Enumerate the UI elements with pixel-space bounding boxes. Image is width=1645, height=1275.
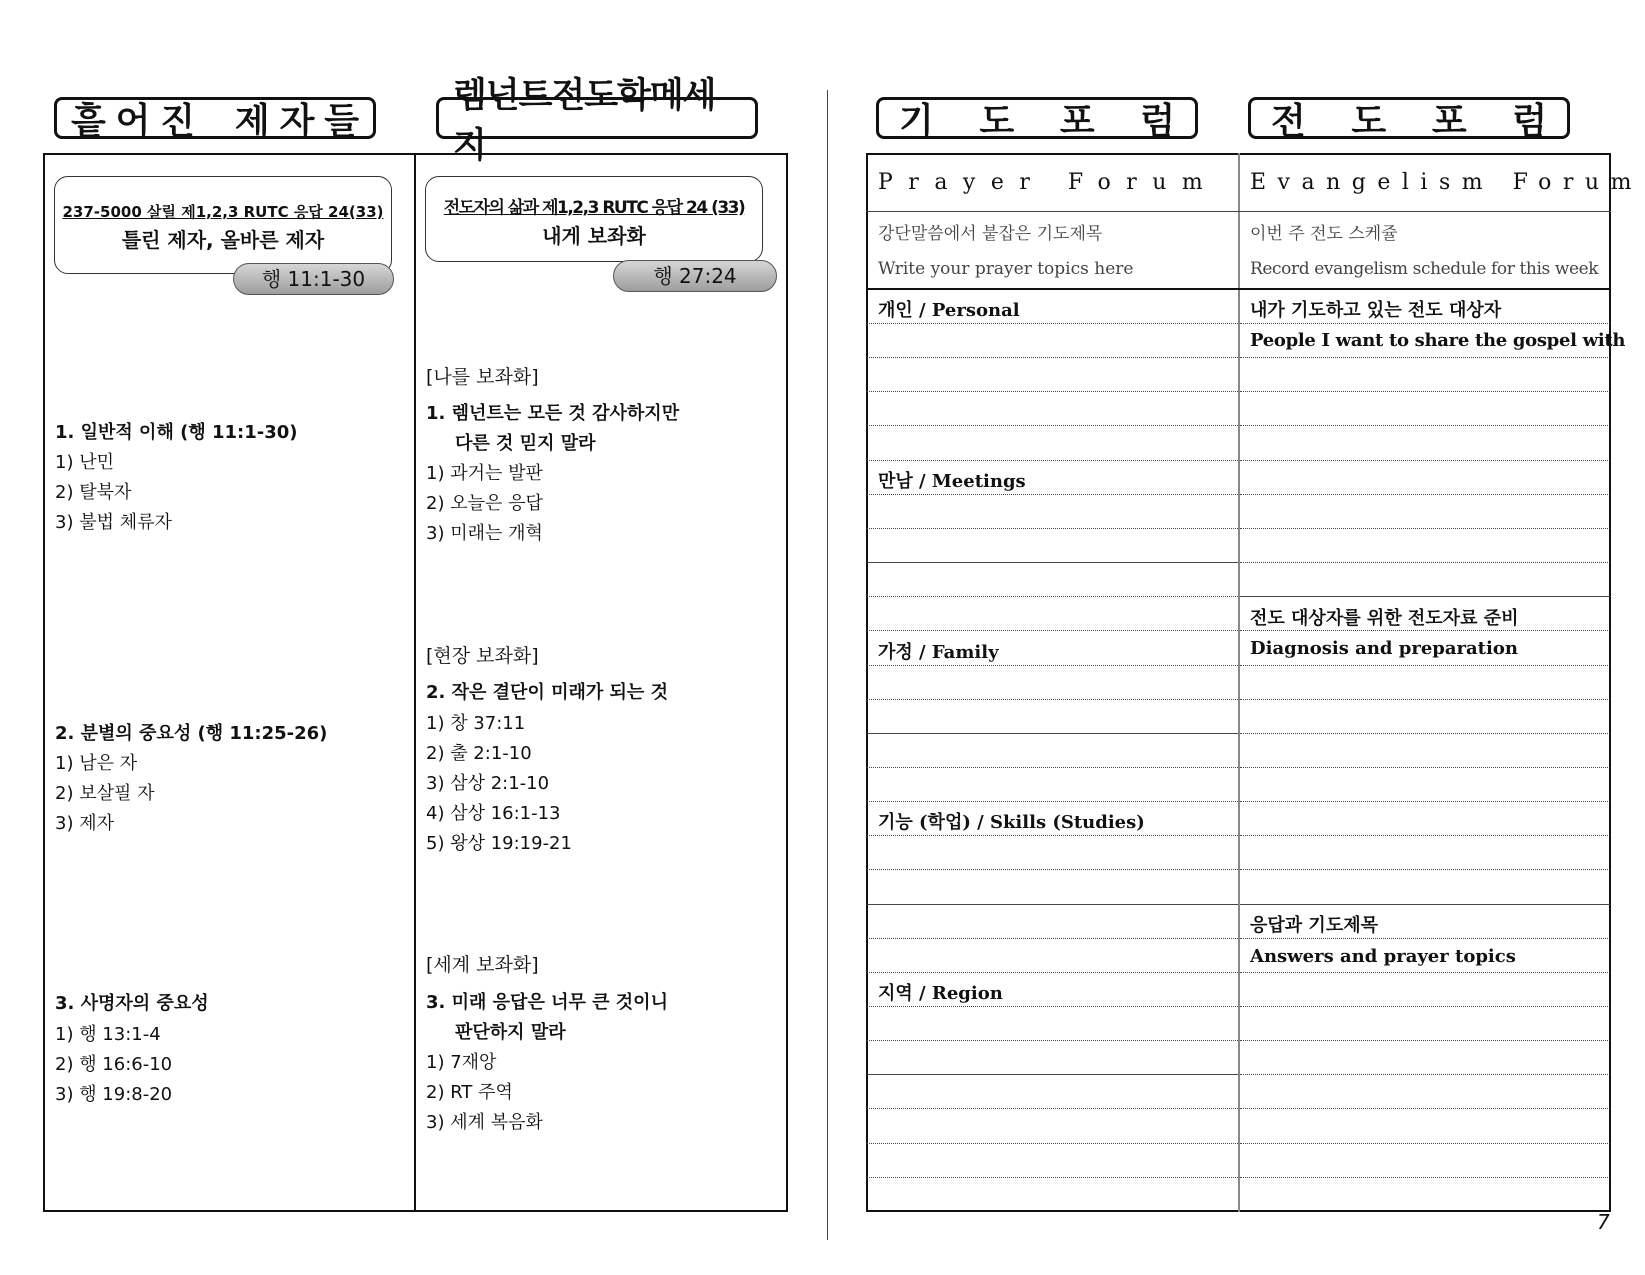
evangelism-writing-line [1240,1108,1610,1109]
prayer-writing-line [867,972,1238,973]
prayer-category-family: 가정 / Family [878,642,999,663]
col1-section3-item: 1) 행 13:1-4 [55,1024,161,1045]
prayer-writing-line [867,460,1238,461]
forum-table-divider [1238,153,1240,1212]
col1-header-char: 흩 [71,100,106,142]
evangelism-writing-line [1240,528,1610,529]
col1-section1-item: 2) 탈북자 [55,482,132,503]
col2-section1-item: 3) 미래는 개혁 [426,523,543,544]
evangelism-writing-line [1240,904,1610,905]
evangelism-section1-ko: 내가 기도하고 있는 전도 대상자 [1250,300,1502,321]
evangelism-writing-line [1240,460,1610,461]
evangelism-section2-en: Diagnosis and preparation [1250,638,1518,659]
prayer-writing-line [867,494,1238,495]
col1-title-line1: 237-5000 살릴 제1,2,3 RUTC 응답 24(33) [62,203,384,221]
evangelism-writing-line [1240,801,1610,802]
col2-section1-item: 2) 오늘은 응답 [426,493,543,514]
evangelism-writing-line [1240,630,1610,631]
left-panel-divider [414,153,416,1212]
prayer-writing-line [867,1108,1238,1109]
prayer-writing-line [867,938,1238,939]
evangelism-writing-line [1240,1177,1610,1178]
evangelism-writing-line [1240,767,1610,768]
prayer-forum-title: Prayer Forum [878,170,1219,195]
col2-title-line2: 내게 보좌화 [542,224,646,248]
evangelism-writing-line [1240,733,1610,734]
col1-section2-item: 3) 제자 [55,813,114,834]
prayer-writing-line [867,699,1238,700]
prayer-writing-line [867,323,1238,324]
col2-section3-heading-cont: 판단하지 말라 [455,1022,566,1043]
evangelism-writing-line [1240,699,1610,700]
col1-header [54,97,376,142]
col2-section3-heading: 3. 미래 응답은 너무 큰 것이니 [426,992,668,1013]
evangelism-writing-line [1240,357,1610,358]
prayer-writing-line [867,596,1238,597]
prayer-writing-line [867,835,1238,836]
prayer-subtitle-en: Write your prayer topics here [878,259,1134,279]
col2-section1-heading: 1. 렘넌트는 모든 것 감사하지만 [426,403,680,424]
col1-title-box [54,176,392,274]
col2-header [436,76,758,166]
col2-header-text: 렘넌트전도학메세지 [453,76,716,166]
col2-title-line1: 전도자의 삶과 제1,2,3 RUTC 응답 24 (33) [443,198,745,218]
col1-section3-heading: 3. 사명자의 중요성 [55,993,209,1014]
page-number: 7 [1597,1210,1610,1234]
col1-section2-heading: 2. 분별의 중요성 (행 11:25-26) [55,723,328,744]
evangelism-writing-line [1240,1074,1610,1075]
prayer-header-char: 럼 [1140,100,1175,142]
table-header-rule [866,211,1611,212]
evangelism-header-char: 전 [1271,100,1306,142]
prayer-writing-line [867,801,1238,802]
evangelism-writing-line [1240,596,1610,597]
col1-ref-pill: 행 11:1-30 [233,263,394,295]
prayer-writing-line [867,528,1238,529]
evangelism-forum-title: Evangelism Forum [1250,170,1643,195]
prayer-header-char: 도 [979,100,1015,142]
evangelism-writing-line [1240,869,1610,870]
col2-title-box [425,176,763,262]
prayer-writing-line [867,665,1238,666]
col2-section3-label: [세계 보좌화] [426,954,539,976]
prayer-category-region: 지역 / Region [878,983,1003,1004]
col2-section2-item: 1) 창 37:11 [426,713,526,734]
col2-section1-item: 1) 과거는 발판 [426,463,543,484]
col2-section3-item: 2) RT 주역 [426,1082,513,1103]
evangelism-writing-line [1240,665,1610,666]
prayer-writing-line [867,357,1238,358]
prayer-writing-line [867,767,1238,768]
col1-section3-item: 2) 행 16:6-10 [55,1054,173,1075]
prayer-writing-line [867,1040,1238,1041]
col2-section2-label: [현장 보좌화] [426,645,539,667]
evangelism-writing-line [1240,1040,1610,1041]
table-subheader-rule [866,288,1611,290]
col1-section1-item: 1) 난민 [55,452,114,473]
prayer-subtitle-ko: 강단말씀에서 붙잡은 기도제목 [878,224,1103,244]
prayer-category-meetings: 만남 / Meetings [878,471,1026,492]
col1-section2-item: 2) 보살필 자 [55,783,155,804]
evangelism-section1-en: People I want to share the gospel with [1250,330,1626,351]
evangelism-writing-line [1240,972,1610,973]
evangelism-writing-line [1240,494,1610,495]
evangelism-subtitle-en: Record evangelism schedule for this week [1250,259,1599,279]
col2-section1-heading-cont: 다른 것 믿지 말라 [455,433,596,454]
evangelism-header-char: 도 [1351,100,1387,142]
col2-ref-pill: 행 27:24 [613,260,777,292]
evangelism-section2-ko: 전도 대상자를 위한 전도자료 준비 [1250,608,1519,629]
evangelism-section3-ko: 응답과 기도제목 [1250,915,1378,936]
prayer-writing-line [867,1074,1238,1075]
prayer-header-char: 포 [1059,100,1095,142]
col2-section2-item: 5) 왕상 19:19-21 [426,833,572,854]
page-spine [827,90,828,1240]
evangelism-header-char: 럼 [1512,100,1547,142]
prayer-writing-line [867,562,1238,563]
prayer-header-char: 기 [899,100,934,142]
col1-header-char: 자 [279,100,315,142]
col2-section2-heading: 2. 작은 결단이 미래가 되는 것 [426,682,668,703]
col2-section1-label: [나를 보좌화] [426,366,539,388]
evangelism-forum-header [1248,97,1570,142]
prayer-writing-line [867,1143,1238,1144]
col1-header-char: 제 [234,100,270,142]
prayer-writing-line [867,391,1238,392]
col1-header-char: 진 [160,100,196,142]
col1-section1-heading: 1. 일반적 이해 (행 11:1-30) [55,422,298,443]
evangelism-writing-line [1240,425,1610,426]
col1-section2-item: 1) 남은 자 [55,753,138,774]
evangelism-writing-line [1240,391,1610,392]
prayer-writing-line [867,425,1238,426]
col1-title-line2: 틀린 제자, 올바른 제자 [121,228,325,252]
evangelism-writing-line [1240,938,1610,939]
evangelism-writing-line [1240,1143,1610,1144]
prayer-forum-header [876,97,1198,142]
evangelism-writing-line [1240,835,1610,836]
col2-section3-item: 3) 세계 복음화 [426,1112,543,1133]
col1-section3-item: 3) 행 19:8-20 [55,1084,173,1105]
prayer-writing-line [867,904,1238,905]
col1-section1-item: 3) 불법 체류자 [55,512,172,533]
col2-section2-item: 2) 출 2:1-10 [426,743,532,764]
evangelism-subtitle-ko: 이번 주 전도 스케쥴 [1250,224,1398,244]
evangelism-writing-line [1240,562,1610,563]
col1-header-char: 들 [324,100,359,142]
prayer-writing-line [867,1006,1238,1007]
prayer-writing-line [867,630,1238,631]
prayer-category-personal: 개인 / Personal [878,300,1020,321]
prayer-writing-line [867,733,1238,734]
col2-section2-item: 3) 삼상 2:1-10 [426,773,550,794]
evangelism-header-char: 포 [1431,100,1467,142]
col1-header-char: 어 [115,100,151,142]
col2-section2-item: 4) 삼상 16:1-13 [426,803,561,824]
prayer-category-skills: 기능 (학업) / Skills (Studies) [878,812,1145,833]
prayer-writing-line [867,1177,1238,1178]
evangelism-writing-line [1240,323,1610,324]
col2-section3-item: 1) 7재앙 [426,1052,497,1073]
evangelism-writing-line [1240,1006,1610,1007]
evangelism-section3-en: Answers and prayer topics [1250,946,1516,967]
prayer-writing-line [867,869,1238,870]
